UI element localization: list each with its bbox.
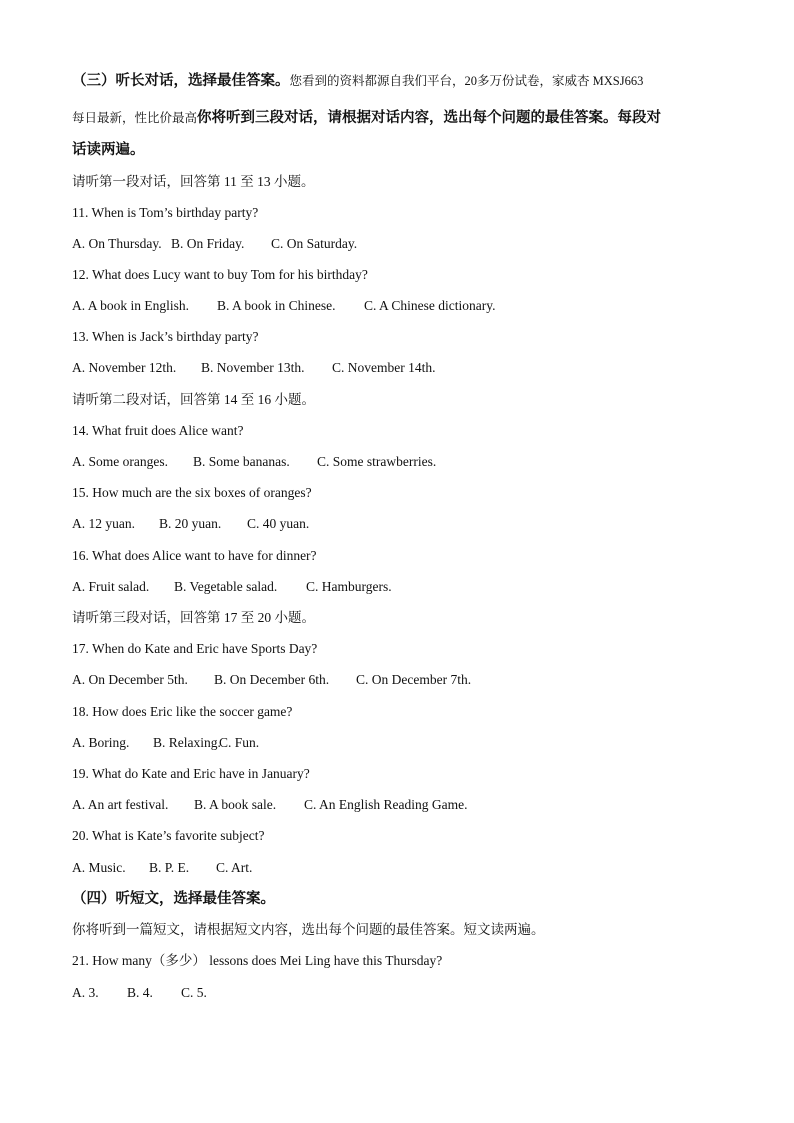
- option-a: A. An art festival.: [72, 797, 169, 812]
- option-a: A. November 12th.: [72, 360, 177, 375]
- option-a: A. On December 5th.: [72, 672, 188, 687]
- option-c: C. Art.: [216, 860, 253, 875]
- dialogue3-instruction: 请听第三段对话，回答第 17 至 20 小题。: [72, 610, 315, 625]
- option-b: B. November 13th.: [201, 360, 305, 375]
- question-19: 19. What do Kate and Eric have in January?: [72, 766, 310, 781]
- question-11-options: [72, 235, 357, 253]
- option-c: C. An English Reading Game.: [304, 797, 468, 812]
- question-19-options: [72, 796, 467, 814]
- question-13: 13. When is Jack’s birthday party?: [72, 329, 259, 344]
- option-a: A. On Thursday.: [72, 236, 162, 251]
- question-14: 14. What fruit does Alice want?: [72, 423, 244, 438]
- option-a: A. 3.: [72, 985, 99, 1000]
- question-20-options: [72, 859, 252, 877]
- option-b: B. P. E.: [149, 860, 190, 875]
- question-17-options: [72, 671, 471, 689]
- question-20: 20. What is Kate’s favorite subject?: [72, 828, 265, 843]
- question-21-options: [72, 984, 207, 1002]
- section4-heading: （四）听短文，选择最佳答案。: [72, 891, 275, 907]
- section3-instruction: 你将听到三段对话，请根据对话内容，选出每个问题的最佳答案。每段对: [197, 110, 662, 126]
- section4-instruction: 你将听到一篇短文，请根据短文内容，选出每个问题的最佳答案。短文读两遍。: [72, 922, 545, 937]
- option-c: C. 5.: [181, 985, 207, 1000]
- option-c: C. On December 7th.: [356, 672, 472, 687]
- question-18-options: [72, 734, 259, 752]
- section3-watermark-text: 您看到的资料都源自我们平台，20多万份试卷，家威杏 MXSJ663: [289, 74, 644, 88]
- option-b: B. 4.: [127, 985, 153, 1000]
- question-13-options: [72, 359, 436, 377]
- section3-instruction-cont: 话读两遍。: [72, 142, 145, 158]
- question-11: 11. When is Tom’s birthday party?: [72, 205, 259, 220]
- option-c: C. Fun.: [219, 735, 260, 750]
- option-c: C. A Chinese dictionary.: [364, 298, 496, 313]
- question-12-options: [72, 297, 496, 315]
- question-18: 18. How does Eric like the soccer game?: [72, 704, 293, 719]
- option-b: B. 20 yuan.: [159, 516, 222, 531]
- dialogue2-instruction: 请听第二段对话，回答第 14 至 16 小题。: [72, 392, 315, 407]
- question-21: 21. How many（多少） lessons does Mei Ling have this Thursday?: [72, 953, 443, 968]
- question-16: 16. What does Alice want to have for dinner?: [72, 548, 317, 563]
- question-15-options: [72, 515, 309, 533]
- option-c: C. On Saturday.: [271, 236, 358, 251]
- section3-watermark-text-2: 每日最新，性比价最高: [72, 111, 198, 125]
- option-a: A. Some oranges.: [72, 454, 168, 469]
- option-b: B. Vegetable salad.: [174, 579, 278, 594]
- option-c: C. 40 yuan.: [247, 516, 310, 531]
- option-a: A. Boring.: [72, 735, 130, 750]
- section3-heading-line1: [72, 72, 643, 90]
- option-c: C. Some strawberries.: [317, 454, 437, 469]
- option-b: B. Relaxing.: [153, 735, 221, 750]
- option-b: B. On December 6th.: [214, 672, 330, 687]
- section3-heading-line2: [72, 109, 661, 127]
- option-c: C. Hamburgers.: [306, 579, 392, 594]
- option-b: B. A book sale.: [194, 797, 277, 812]
- option-a: A. 12 yuan.: [72, 516, 135, 531]
- option-c: C. November 14th.: [332, 360, 436, 375]
- dialogue1-instruction: 请听第一段对话，回答第 11 至 13 小题。: [72, 174, 315, 189]
- option-b: B. Some bananas.: [193, 454, 290, 469]
- question-12: 12. What does Lucy want to buy Tom for his birthday?: [72, 267, 368, 282]
- option-b: B. On Friday.: [171, 236, 245, 251]
- option-a: A. Music.: [72, 860, 126, 875]
- option-a: A. Fruit salad.: [72, 579, 150, 594]
- question-16-options: [72, 578, 392, 596]
- section3-heading: （三）听长对话，选择最佳答案。: [72, 73, 290, 89]
- option-a: A. A book in English.: [72, 298, 190, 313]
- option-b: B. A book in Chinese.: [217, 298, 336, 313]
- question-15: 15. How much are the six boxes of oranges?: [72, 485, 312, 500]
- question-14-options: [72, 453, 436, 471]
- question-17: 17. When do Kate and Eric have Sports Day?: [72, 641, 318, 656]
